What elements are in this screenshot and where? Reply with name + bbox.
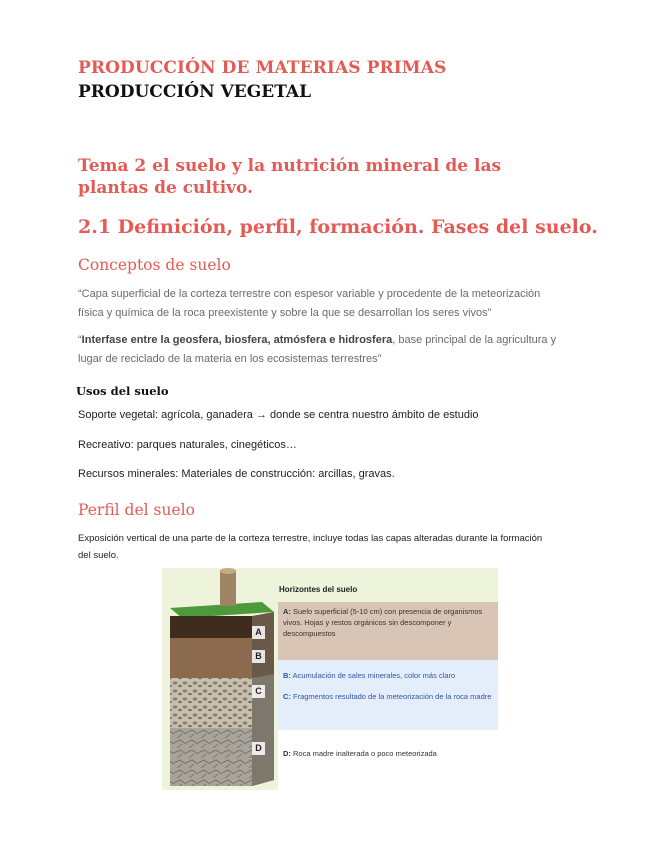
horizon-d-text: Roca madre inalterada o poco meteorizada [290,749,437,758]
layer-label-d: D [252,742,265,755]
quote2-open: “ [78,334,82,346]
usos-item-recreativo: Recreativo: parques naturales, cinegéticos… [78,439,297,451]
layer-c [170,678,252,728]
layer-b [170,638,252,678]
tema-heading: Tema 2 el suelo y la nutrición mineral de las plantas de cultivo. [78,156,502,198]
horizon-d-panel [278,730,498,790]
section-heading: 2.1 Definición, perfil, formación. Fases del suelo. [78,216,598,238]
perfil-heading: Perfil del suelo [78,501,195,519]
horizon-bc-panel [278,660,498,730]
horizon-b-label: B: [283,671,291,680]
layer-a [170,616,252,638]
horizon-c-item [283,691,493,702]
document-title: PRODUCCIÓN DE MATERIAS PRIMAS [78,58,447,78]
usos-item-soporte: Soporte vegetal: agrícola, ganadera → donde se centra nuestro ámbito de estudio [78,409,479,421]
horizon-d-label: D: [283,749,291,758]
usos-heading: Usos del suelo [76,384,169,398]
quote-paragraph-2 [78,331,568,369]
layer-label-c: C [252,685,265,698]
perfil-text: Exposición vertical de una parte de la corteza terrestre, incluye todas las capas alteradas durante la formación del suelo. [78,533,543,561]
horizon-a-label: A: [283,607,291,616]
horizon-c-label: C: [283,692,291,701]
layer-label-b: B [252,650,265,663]
conceptos-heading: Conceptos de suelo [78,256,231,274]
horizon-d-item [283,748,493,759]
horizon-c-text: Fragmentos resultado de la meteorización de la roca madre [290,692,492,701]
horizon-b-item [283,670,493,681]
usos-item-recursos: Recursos minerales: Materiales de construcción: arcillas, gravas. [78,468,395,480]
quote2-bold: Interfase entre la geosfera, biosfera, atmósfera e hidrosfera [81,334,393,346]
layer-d [170,728,252,786]
horizon-b-text: Acumulación de sales minerales, color más claro [290,671,456,680]
soil-block-illustration [162,568,278,790]
document-subtitle: PRODUCCIÓN VEGETAL [78,82,312,102]
horizon-a-panel [278,602,498,660]
horizon-a-text: Suelo superficial (5-10 cm) con presencia de organismos vivos. Hojas y restos orgánicos sin descomponer y descompuestos [283,607,483,638]
soil-profile-figure [162,568,498,790]
quote-paragraph-1: “Capa superficial de la corteza terrestre con espesor variable y procedente de la meteorización física y química de la roca preexistente y sobre la que se desarrollan los seres vivos” [78,288,541,319]
tree-stump [220,570,236,606]
layer-label-a: A [252,626,265,639]
horizons-panel-title: Horizontes del suelo [279,585,358,594]
quote2-rest: , base principal de la agricultura y lugar de reciclado de la materia en los ecosistemas terrestres” [78,334,557,365]
